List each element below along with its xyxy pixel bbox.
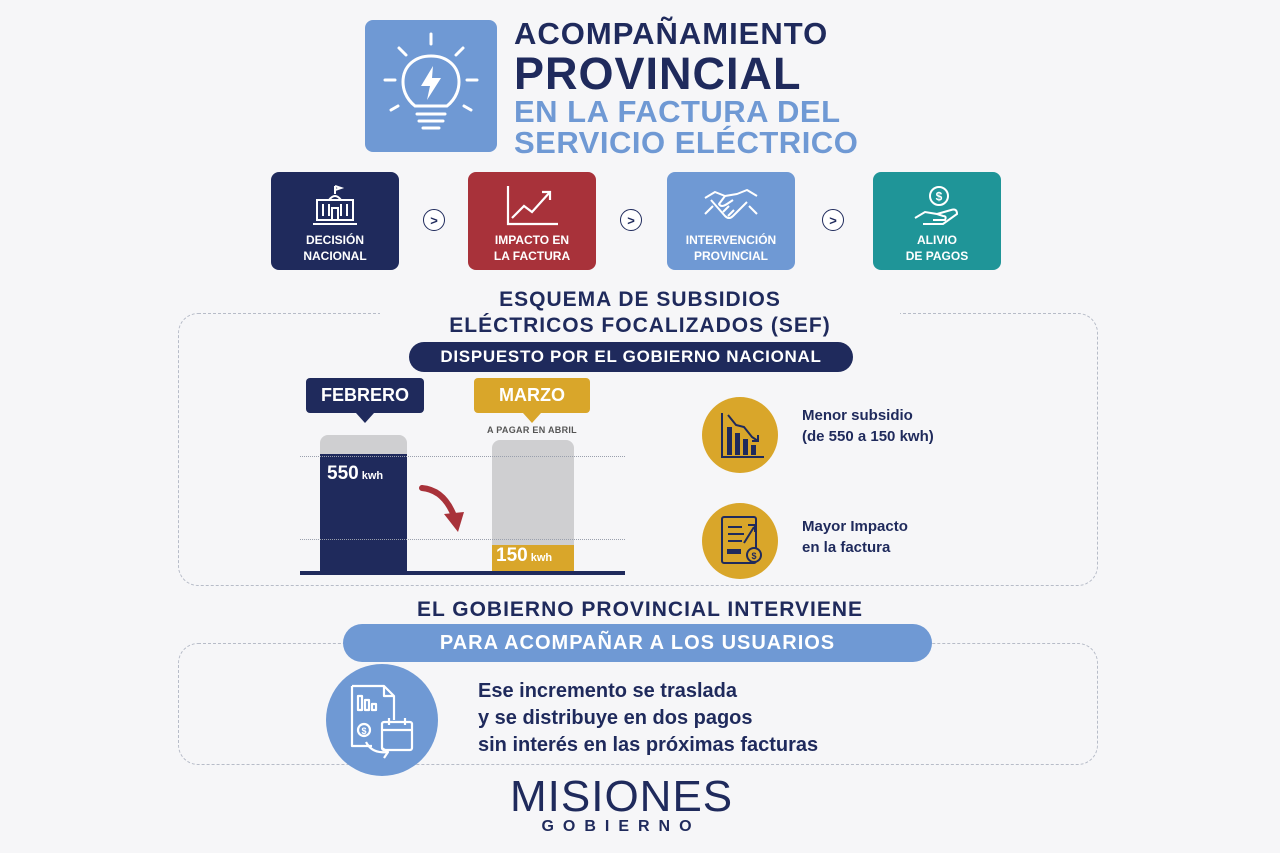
hand-coin-icon xyxy=(913,184,961,228)
provincial-text xyxy=(478,678,818,759)
provincial-subtitle-pill: PARA ACOMPAÑAR A LOS USUARIOS xyxy=(343,624,932,662)
svg-text:$: $ xyxy=(935,189,943,204)
provincial-text-line-1: Ese incremento se traslada xyxy=(478,680,738,702)
declining-bars-icon xyxy=(702,397,778,473)
provincial-text-line-3: sin interés en las próximas facturas xyxy=(478,734,819,756)
misiones-logo: MISIONES xyxy=(510,772,734,821)
provincial-title: EL GOBIERNO PROVINCIAL INTERVIENE xyxy=(416,598,864,621)
bar-marzo-label xyxy=(496,545,552,567)
tag-marzo: MARZO xyxy=(474,378,590,413)
bill-calendar-icon xyxy=(326,664,438,776)
gobierno-logo-text: GOBIERNO xyxy=(541,818,701,835)
step-label: IMPACTO EN LA FACTURA xyxy=(493,233,571,263)
step-impacto-factura xyxy=(468,172,596,270)
chart-baseline xyxy=(300,571,625,575)
chevron-right-icon: > xyxy=(822,209,844,231)
handshake-icon xyxy=(703,184,759,228)
step-label: DECISIÓN NACIONAL xyxy=(303,233,367,263)
lightbulb-icon-box xyxy=(365,20,497,152)
step-label: ALIVIO DE PAGOS xyxy=(905,233,969,263)
febrero-value: 550 xyxy=(327,463,359,484)
gridline-150 xyxy=(300,539,625,540)
title-line-1: ACOMPAÑAMIENTO xyxy=(514,16,829,51)
step-decision-nacional xyxy=(271,172,399,270)
mayor-impacto-text: Mayor Impacto en la factura xyxy=(802,518,908,556)
sef-subtitle-pill: DISPUESTO POR EL GOBIERNO NACIONAL xyxy=(409,342,853,372)
febrero-unit: kwh xyxy=(361,470,384,482)
svg-text:$: $ xyxy=(361,726,367,736)
marzo-value: 150 xyxy=(496,545,528,566)
chevron-right-icon: > xyxy=(620,209,642,231)
title-line-2: PROVINCIAL xyxy=(514,48,802,99)
tag-febrero: FEBRERO xyxy=(306,378,424,413)
down-arrow-icon xyxy=(418,482,468,534)
step-alivio-pagos xyxy=(873,172,1001,270)
rising-chart-icon xyxy=(504,184,560,228)
declining-bars-circle xyxy=(702,397,778,473)
bar-febrero-label xyxy=(327,463,383,485)
title-line-3: EN LA FACTURA DEL xyxy=(514,94,841,129)
bill-up-arrow-icon xyxy=(702,503,778,579)
sef-title-line-2: ELÉCTRICOS FOCALIZADOS (SEF) xyxy=(380,313,900,339)
bill-up-arrow-circle xyxy=(702,503,778,579)
bill-calendar-circle xyxy=(326,664,438,776)
menor-subsidio-text: Menor subsidio (de 550 a 150 kwh) xyxy=(802,407,934,445)
chevron-right-icon: > xyxy=(423,209,445,231)
lightbulb-bolt-icon xyxy=(365,20,497,152)
sef-title-line-1: ESQUEMA DE SUBSIDIOS xyxy=(380,287,900,313)
marzo-unit: kwh xyxy=(530,552,553,564)
government-building-icon xyxy=(311,184,359,228)
svg-text:$: $ xyxy=(751,551,757,561)
step-label: INTERVENCIÓN PROVINCIAL xyxy=(685,233,777,263)
title-line-4: SERVICIO ELÉCTRICO xyxy=(514,125,859,160)
provincial-text-line-2: y se distribuye en dos pagos xyxy=(478,707,753,729)
marzo-note: A PAGAR EN ABRIL xyxy=(487,425,577,435)
gridline-550 xyxy=(300,456,625,457)
step-intervencion-provincial xyxy=(667,172,795,270)
